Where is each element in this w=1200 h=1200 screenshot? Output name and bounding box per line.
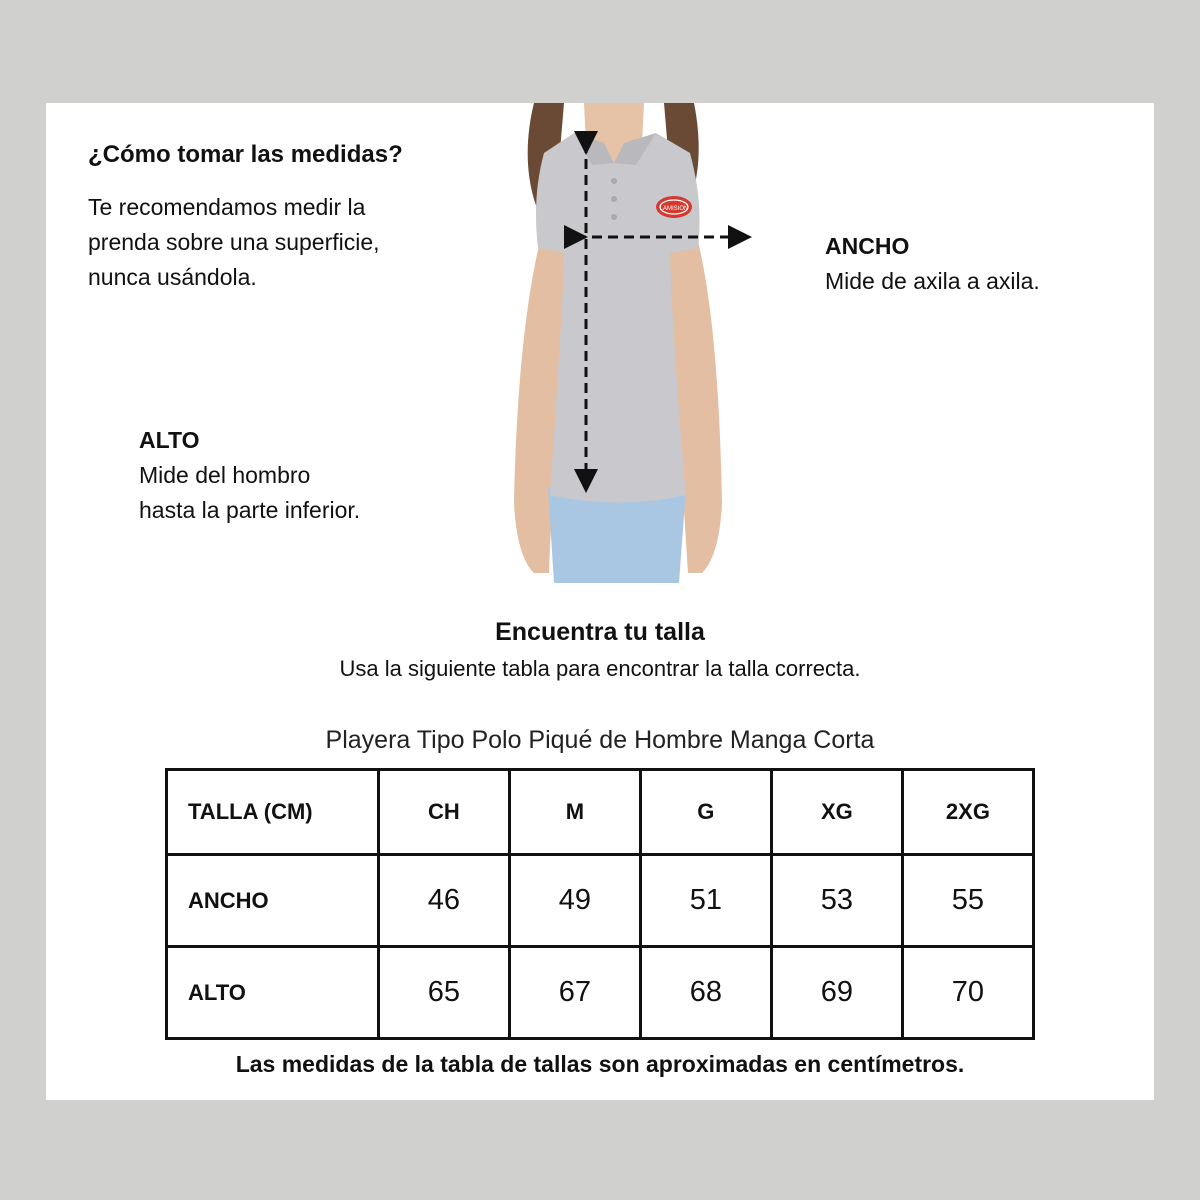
table-header-cell: CH	[378, 770, 509, 855]
alto-heading: ALTO	[139, 427, 200, 453]
shirt-button	[611, 214, 617, 220]
row-label: ANCHO	[167, 855, 379, 947]
row-label: ALTO	[167, 947, 379, 1039]
table-cell: 69	[771, 947, 902, 1039]
table-cell: 55	[902, 855, 1033, 947]
table-cell: 51	[640, 855, 771, 947]
how-to-measure-title: ¿Cómo tomar las medidas?	[88, 141, 403, 168]
table-header-cell: M	[509, 770, 640, 855]
brand-logo-text: LAMISION	[659, 206, 689, 212]
alto-explanation	[139, 423, 360, 528]
table-cell: 65	[378, 947, 509, 1039]
table-row	[167, 855, 1034, 947]
shirt-button	[611, 196, 617, 202]
table-cell: 49	[509, 855, 640, 947]
find-size-subtitle: Usa la siguiente tabla para encontrar la talla correcta.	[339, 656, 861, 681]
size-table	[165, 768, 1035, 1040]
table-header-cell: TALLA (CM)	[167, 770, 379, 855]
how-to-line: nunca usándola.	[88, 264, 257, 290]
table-cell: 46	[378, 855, 509, 947]
how-to-line: prenda sobre una superficie,	[88, 229, 380, 255]
table-header-cell: XG	[771, 770, 902, 855]
table-row	[167, 947, 1034, 1039]
product-name: Playera Tipo Polo Piqué de Hombre Manga Corta	[325, 726, 875, 754]
alto-text-line: Mide del hombro	[139, 462, 311, 488]
model-figure	[464, 103, 764, 583]
table-cell: 68	[640, 947, 771, 1039]
table-cell: 70	[902, 947, 1033, 1039]
table-header-cell: 2XG	[902, 770, 1033, 855]
table-header-cell: G	[640, 770, 771, 855]
find-size-title: Encuentra tu talla	[495, 618, 705, 646]
size-guide-card	[46, 103, 1154, 1100]
alto-text-line: hasta la parte inferior.	[139, 497, 361, 523]
how-to-measure-body	[88, 190, 448, 295]
measurement-note: Las medidas de la tabla de tallas son aproximadas en centímetros.	[235, 1051, 965, 1077]
table-cell: 53	[771, 855, 902, 947]
ancho-text: Mide de axila a axila.	[825, 268, 1040, 294]
table-header-row	[167, 770, 1034, 855]
ancho-explanation	[825, 229, 1040, 299]
table-cell: 67	[509, 947, 640, 1039]
shirt-button	[611, 178, 617, 184]
ancho-heading: ANCHO	[825, 233, 910, 259]
how-to-line: Te recomendamos medir la	[88, 194, 366, 220]
